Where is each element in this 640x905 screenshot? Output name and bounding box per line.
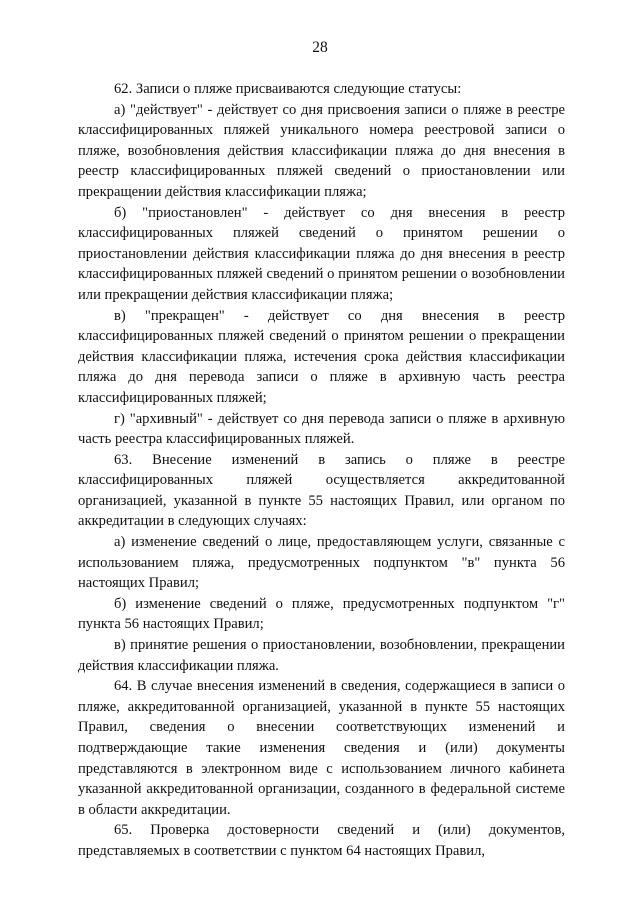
paragraph-63: 63. Внесение изменений в запись о пляже в реестре классифицированных пляжей осуществляется аккредитованной организацией, указанной в пункте 55 настоящих Правил, или органом по аккредитации в следующих случаях:: [78, 451, 565, 530]
paragraph-62-g: г) "архивный" - действует со дня перевода записи о пляже в архивную часть реестра классифицированных пляжей.: [78, 410, 565, 448]
paragraph-62: 62. Записи о пляже присваиваются следующие статусы:: [114, 81, 462, 97]
page-number: 28: [312, 39, 328, 56]
paragraph-62-a: а) "действует" - действует со дня присвоения записи о пляже в реестре классифицированных пляжей уникального номера реестровой записи о пляже, возобновления действия классификации пляжа до дня внесения в реестр классифицированных пляжей сведений о приостановлении или прекращении действия классификации пляжа;: [78, 101, 565, 200]
paragraph-64: 64. В случае внесения изменений в сведения, содержащиеся в записи о пляже, аккредитованной организацией, указанной в пункте 55 настоящих Правил, сведения о внесении соответствующих изменений и подтверждающие такие изменения сведения и (или) документы представляются в электронном виде с использованием личного кабинета указанной аккредитованной организации, созданного в федеральной системе в области аккредитации.: [78, 678, 565, 818]
paragraph-65: 65. Проверка достоверности сведений и (или) документов, представляемых в соответствии с пунктом 64 настоящих Правил,: [78, 822, 565, 859]
paragraph-62-v: в) "прекращен" - действует со дня внесения в реестр классифицированных пляжей сведений о принятом решении о прекращении действия классификации пляжа, истечения срока действия классификации пляжа до дня перевода записи о пляже в архивную часть реестра классифицированных пляжей;: [78, 307, 565, 406]
paragraph-62-b: б) "приостановлен" - действует со дня внесения в реестр классифицированных пляжей сведений о принятом решении о приостановлении действия классификации пляжа до дня внесения в реестр классифицированных пляжей сведений о принятом решении о возобновлении или прекращении действия классификации пляжа;: [78, 204, 565, 303]
paragraph-63-a: а) изменение сведений о лице, предоставляющем услуги, связанные с использованием пляжа, предусмотренных подпунктом "в" пункта 56 настоящих Правил;: [78, 534, 565, 592]
paragraph-63-b: б) изменение сведений о пляже, предусмотренных подпунктом "г" пункта 56 настоящих Правил;: [78, 595, 565, 633]
paragraph-63-v: в) принятие решения о приостановлении, возобновлении, прекращении действия классификации пляжа.: [78, 637, 565, 674]
document-body: [78, 79, 565, 862]
